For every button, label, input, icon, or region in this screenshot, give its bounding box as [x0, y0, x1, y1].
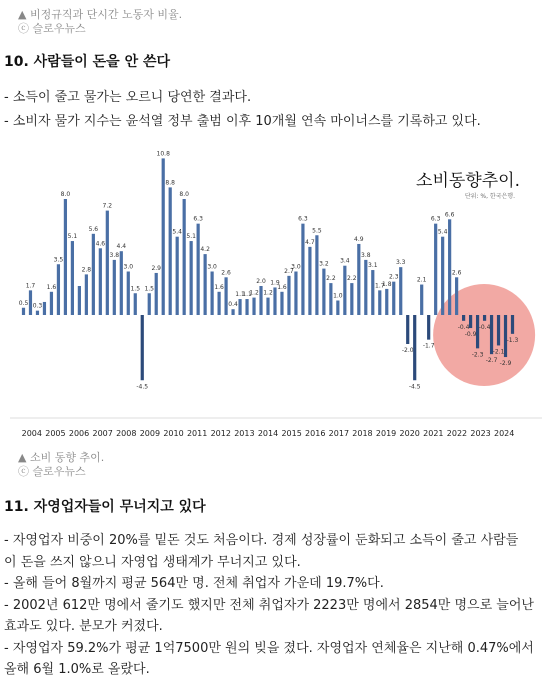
data-label: 5.4: [172, 228, 182, 236]
data-label: 1.1: [235, 291, 245, 299]
data-label: 6.6: [444, 211, 455, 219]
chart-bar: [64, 199, 67, 315]
chart-bar: [106, 211, 109, 315]
data-label: 2.2: [326, 275, 336, 283]
x-tick-label: 2021: [423, 429, 444, 438]
section-10-bullet: - 소비자 물가 지수는 윤석열 정부 출범 이후 10개월 연속 마이너스를 기록하고 있다.: [4, 114, 481, 129]
data-label: 5.5: [312, 227, 322, 235]
data-label: 3.0: [123, 263, 134, 271]
data-label: 4.9: [354, 235, 364, 243]
chart-bar: [308, 247, 311, 315]
section-10-body: [4, 86, 550, 134]
chart-bar: [357, 244, 360, 315]
data-label: 8.8: [165, 179, 175, 187]
x-tick-label: 2020: [399, 429, 420, 438]
data-label: -2.1: [492, 348, 505, 356]
x-tick-label: 2015: [281, 429, 302, 438]
data-label: -4.5: [408, 383, 421, 391]
chart-bar: [169, 187, 172, 315]
section-11-body: [4, 530, 550, 681]
section-11-title: 11. 자영업자들이 무너지고 있다: [4, 499, 206, 515]
chart-bar: [162, 158, 165, 315]
caption-triangle-icon: ▲: [18, 8, 27, 21]
chart-bar: [113, 260, 116, 315]
data-label: -2.7: [485, 357, 498, 365]
chart-bar: [36, 311, 39, 315]
section-11-line: - 자영업자 59.2%가 평균 1억7500만 원의 빚을 졌다. 자영업자 연체율은 지난해 0.47%에서: [4, 640, 534, 656]
chart-bar: [190, 241, 193, 315]
chart-svg: [0, 148, 552, 450]
chart-bar: [120, 251, 123, 315]
x-tick-label: 2011: [186, 429, 208, 438]
x-tick-label: 2013: [234, 429, 255, 438]
x-tick-label: 2023: [470, 429, 491, 438]
data-label: 1.0: [333, 292, 343, 300]
chart-bar: [71, 241, 74, 315]
x-tick-label: 2006: [68, 429, 90, 438]
chart-bar: [322, 269, 325, 315]
data-label: 1.1: [242, 291, 252, 299]
chart-bar: [259, 286, 262, 315]
data-label: 3.4: [340, 257, 350, 265]
chart-caption: [18, 451, 104, 464]
chart-bar: [176, 237, 179, 315]
chart-bar: [371, 270, 374, 315]
section-11-line: - 올해 들어 8월까지 평균 564만 명. 전체 취업자 가운데 19.7%다.: [4, 576, 384, 591]
data-label: 0.3: [32, 302, 43, 310]
chart-bar: [336, 301, 339, 316]
x-tick-label: 2018: [352, 429, 373, 438]
data-label: 1.6: [46, 283, 57, 291]
data-label: -0.4: [478, 323, 491, 331]
section-11-line: 이 돈을 쓰지 않으니 자영업 생태계가 무너지고 있다.: [4, 554, 301, 570]
data-label: 1.2: [263, 289, 273, 297]
data-label: 4.2: [200, 246, 210, 254]
chart-bar: [43, 302, 46, 315]
chart-bar: [406, 315, 409, 344]
chart-bar: [183, 199, 186, 315]
data-label: 4.7: [305, 238, 315, 246]
x-tick-label: 2005: [45, 429, 66, 438]
data-label: 1.5: [130, 285, 141, 293]
data-label: 5.1: [67, 233, 78, 241]
data-label: 5.6: [88, 225, 99, 233]
x-tick-label: 2019: [375, 429, 397, 438]
chart-bar: [252, 298, 255, 315]
chart-bar: [197, 224, 200, 315]
chart-bar: [364, 260, 367, 315]
x-tick-label: 2010: [163, 429, 184, 438]
data-label: 2.6: [221, 269, 231, 277]
data-label: 1.8: [381, 280, 392, 288]
data-label: -1.7: [422, 342, 435, 350]
chart-bar: [511, 315, 514, 334]
caption-triangle-icon: ▲: [18, 451, 27, 464]
chart-bar: [280, 292, 283, 315]
data-label: 8.0: [60, 191, 71, 198]
data-label: 6.3: [430, 215, 441, 223]
data-label: 3.1: [368, 262, 378, 270]
data-label: 1.6: [277, 283, 287, 291]
x-tick-label: 2008: [116, 429, 137, 438]
data-label: 5.1: [186, 233, 196, 241]
chart-title: 소비동향추이.: [416, 171, 520, 191]
chart-bar: [385, 289, 388, 315]
data-label: 8.0: [179, 191, 189, 198]
data-label: 5.4: [437, 228, 448, 236]
data-label: 2.0: [256, 278, 266, 285]
data-label: 3.8: [109, 251, 120, 259]
data-label: 3.3: [395, 259, 406, 267]
data-label: 3.0: [207, 263, 217, 271]
x-tick-label: 2017: [328, 429, 350, 438]
chart-bar: [217, 292, 220, 315]
chart-bar: [399, 267, 402, 315]
chart-bar: [29, 290, 32, 315]
chart-bar: [231, 309, 234, 315]
chart-bar: [294, 272, 297, 316]
chart-caption-text: 소비 동향 추이.: [29, 451, 105, 464]
data-label: 1.9: [270, 279, 280, 287]
chart-bar: [78, 286, 81, 315]
chart-bar: [134, 293, 137, 315]
data-label: 1.6: [214, 283, 224, 291]
chart-bar: [392, 282, 395, 315]
data-label: 7.2: [102, 202, 113, 210]
chart-bar: [343, 266, 346, 315]
data-label: 4.4: [116, 243, 127, 251]
data-label: 2.1: [416, 276, 427, 284]
chart-bar: [462, 315, 465, 321]
chart-bar: [204, 254, 207, 315]
chart-bar: [287, 276, 290, 315]
data-label: 2.7: [284, 267, 294, 275]
x-tick-label: 2022: [446, 429, 468, 438]
chart-bar: [315, 235, 318, 315]
top-caption-credit: ⓒ 슬로우뉴스: [18, 22, 86, 35]
data-label: -0.4: [457, 323, 470, 331]
chart-bar: [50, 292, 53, 315]
data-label: -1.3: [506, 336, 519, 344]
x-tick-label: 2016: [305, 429, 326, 438]
chart-bar: [238, 299, 241, 315]
chart-bar: [413, 315, 416, 380]
x-tick-label: 2007: [92, 429, 113, 438]
chart-bar: [434, 224, 437, 315]
chart-bar: [224, 277, 227, 315]
chart-bar: [441, 237, 444, 315]
chart-bar: [266, 298, 269, 315]
chart-bar: [99, 248, 102, 315]
chart-bar: [22, 308, 25, 315]
data-label: 2.9: [151, 264, 161, 272]
data-label: 3.8: [361, 251, 371, 259]
chart-bar: [378, 290, 381, 315]
section-11-line: 올해 6월 1.0%로 올랐다.: [4, 662, 150, 677]
top-caption-text: 비정규직과 단시간 노동자 비율.: [29, 8, 183, 21]
x-tick-label: 2024: [494, 429, 515, 438]
chart-bar: [57, 264, 60, 315]
chart-bar: [469, 315, 472, 328]
chart-bar: [245, 299, 248, 315]
data-label: 2.8: [81, 266, 92, 274]
data-label: 1.7: [375, 282, 385, 290]
data-label: -2.3: [471, 351, 484, 359]
section-10-title: 10. 사람들이 돈을 안 쓴다: [4, 54, 171, 70]
data-label: 2.2: [347, 275, 357, 283]
chart-bar: [211, 272, 214, 316]
data-label: 1.2: [249, 289, 259, 297]
data-label: 1.7: [25, 282, 36, 290]
data-label: 3.2: [319, 260, 329, 268]
data-label: 0.5: [18, 299, 29, 307]
data-label: 0.4: [228, 301, 238, 309]
data-label: 10.8: [156, 150, 170, 158]
chart-bar: [273, 287, 276, 315]
x-tick-label: 2009: [139, 429, 161, 438]
data-label: 4.6: [95, 240, 106, 248]
chart-bar: [448, 219, 451, 315]
data-label: 1.5: [144, 285, 155, 293]
chart-bar: [455, 277, 458, 315]
top-caption: [18, 8, 182, 21]
chart-bar: [141, 315, 144, 380]
chart-bar: [127, 272, 130, 316]
chart-bar: [148, 293, 151, 315]
x-tick-label: 2004: [21, 429, 42, 438]
chart-bar: [85, 274, 88, 315]
data-label: 6.3: [193, 215, 203, 223]
chart-bar: [420, 285, 423, 315]
chart-bar: [301, 224, 304, 315]
data-label: -4.5: [136, 383, 149, 391]
chart-subtitle: 단위: %, 한국은행.: [464, 193, 515, 200]
chart-bar: [329, 283, 332, 315]
consumption-trend-chart: [0, 148, 552, 450]
data-label: 2.6: [451, 269, 462, 277]
chart-bar: [92, 234, 95, 315]
chart-bar: [476, 315, 479, 348]
data-label: 2.3: [388, 273, 399, 281]
data-label: -2.0: [401, 347, 414, 354]
data-label: 3.0: [291, 263, 301, 271]
chart-bar: [497, 315, 500, 345]
chart-bar: [483, 315, 486, 321]
chart-caption-credit: ⓒ 슬로우뉴스: [18, 465, 86, 478]
section-11-line: - 2002년 612만 명에서 줄기도 했지만 전체 취업자가 2223만 명에서 2854만 명으로 늘어난: [4, 597, 534, 613]
chart-bar: [427, 315, 430, 340]
x-tick-label: 2012: [210, 429, 231, 438]
section-10-bullet: - 소득이 줄고 물가는 오르니 당연한 결과다.: [4, 90, 252, 105]
x-tick-label: 2014: [257, 429, 279, 438]
data-label: 6.3: [298, 215, 308, 223]
chart-bar: [155, 273, 158, 315]
data-label: -2.9: [499, 360, 512, 368]
data-label: 3.5: [53, 256, 64, 264]
data-label: -0.9: [464, 331, 477, 339]
section-11-line: - 자영업자 비중이 20%를 밑돈 것도 처음이다. 경제 성장률이 둔화되고 소득이 줄고 사람들: [4, 533, 519, 548]
chart-bar: [350, 283, 353, 315]
section-11-line: 효과도 있다. 분모가 커졌다.: [4, 619, 163, 634]
